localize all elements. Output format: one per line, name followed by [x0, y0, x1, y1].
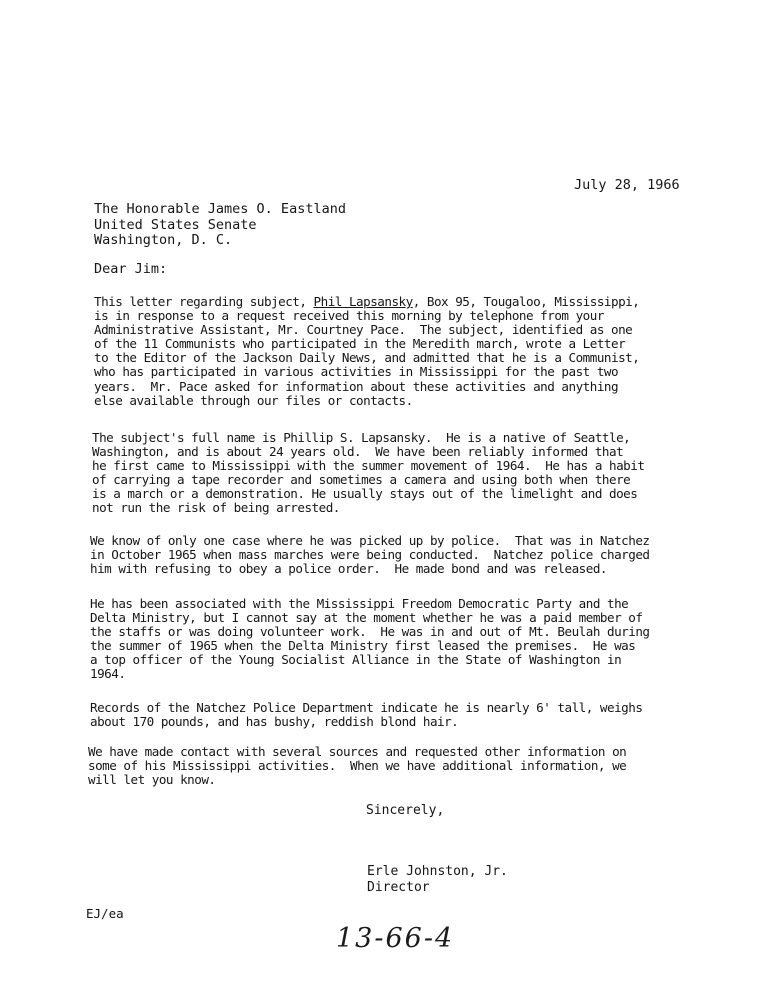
- recipient-line-2: United States Senate: [94, 216, 257, 233]
- paragraph-1-line: who has participated in various activities in Mississippi for the past two: [94, 364, 619, 380]
- paragraph-4-line: Delta Ministry, but I cannot say at the moment whether he was a paid member of: [90, 610, 643, 626]
- paragraph-3-line: We know of only one case where he was picked up by police. That was in Natchez: [90, 533, 650, 548]
- paragraph-5-line: about 170 pounds, and has bushy, reddish blond hair.: [90, 714, 459, 730]
- paragraph-5: [90, 701, 690, 729]
- paragraph-3-line: in October 1965 when mass marches were being conducted. Natchez police charged: [90, 547, 650, 563]
- paragraph-5-line: Records of the Natchez Police Department indicate he is nearly 6' tall, weighs: [90, 700, 643, 715]
- paragraph-4-line: He has been associated with the Mississippi Freedom Democratic Party and the: [90, 596, 629, 611]
- signer-name: Erle Johnston, Jr.: [367, 864, 508, 879]
- paragraph-1-lead-rest: , Box 95, Tougaloo, Mississippi,: [412, 294, 640, 309]
- typist-initials: EJ/ea: [86, 906, 124, 921]
- paragraph-4-line: the summer of 1965 when the Delta Ministry first leased the premises. He was: [90, 638, 636, 654]
- paragraph-4-line: a top officer of the Young Socialist Alliance in the State of Washington in: [90, 652, 622, 668]
- recipient-name: The Honorable James O. Eastland: [94, 201, 346, 217]
- closing: Sincerely,: [366, 803, 445, 818]
- paragraph-6-line: will let you know.: [88, 772, 216, 788]
- signer-title: Director: [367, 879, 430, 895]
- paragraph-1-line: else available through our files or contacts.: [94, 392, 413, 408]
- paragraph-2-line: Washington, and is about 24 years old. We have been reliably informed that: [92, 444, 624, 460]
- paragraph-1-line: is in response to a request received this morning by telephone from your: [94, 308, 604, 324]
- paragraph-2: [92, 431, 692, 516]
- paragraph-2-line: is a march or a demonstration. He usually stays out of the limelight and does: [92, 486, 638, 502]
- paragraph-2-line: The subject's full name is Phillip S. Lapsansky. He is a native of Seattle,: [92, 430, 631, 445]
- paragraph-1-lead: This letter regarding subject,: [94, 294, 314, 309]
- paragraph-3-line: him with refusing to obey a police order. He made bond and was released.: [90, 561, 607, 577]
- recipient-address: [94, 202, 654, 249]
- handwritten-file-number: 13-66-4: [336, 923, 455, 954]
- paragraph-1-line: Administrative Assistant, Mr. Courtney Pace. The subject, identified as one: [94, 322, 633, 338]
- paragraph-6: [88, 745, 688, 787]
- subject-name: Phil Lapsansky: [313, 294, 413, 309]
- signature-block: [367, 864, 508, 895]
- letter-date: July 28, 1966: [574, 177, 680, 193]
- paragraph-6-line: some of his Mississippi activities. When we have additional information, we: [88, 758, 627, 774]
- paragraph-4: [90, 597, 690, 682]
- paragraph-4-line: the staffs or was doing volunteer work. He was in and out of Mt. Beulah during: [90, 624, 650, 640]
- paragraph-4-line: 1964.: [90, 666, 126, 682]
- paragraph-6-line: We have made contact with several sources and requested other information on: [88, 744, 627, 759]
- paragraph-2-line: not run the risk of being arrested.: [92, 500, 340, 516]
- paragraph-1-line: to the Editor of the Jackson Daily News, and admitted that he is a Communist,: [94, 350, 640, 366]
- paragraph-1: [94, 295, 694, 408]
- paragraph-1-line: of the 11 Communists who participated in the Meredith march, wrote a Letter: [94, 336, 626, 352]
- paragraph-1-line: [94, 295, 694, 309]
- paragraph-2-line: he first came to Mississippi with the summer movement of 1964. He has a habit: [92, 458, 645, 474]
- paragraph-1-line: years. Mr. Pace asked for information about these activities and anything: [94, 378, 619, 394]
- salutation: Dear Jim:: [94, 261, 168, 277]
- recipient-line-3: Washington, D. C.: [94, 232, 233, 248]
- paragraph-2-line: of carrying a tape recorder and sometimes a camera and using both when there: [92, 472, 631, 488]
- paragraph-3: [90, 534, 690, 576]
